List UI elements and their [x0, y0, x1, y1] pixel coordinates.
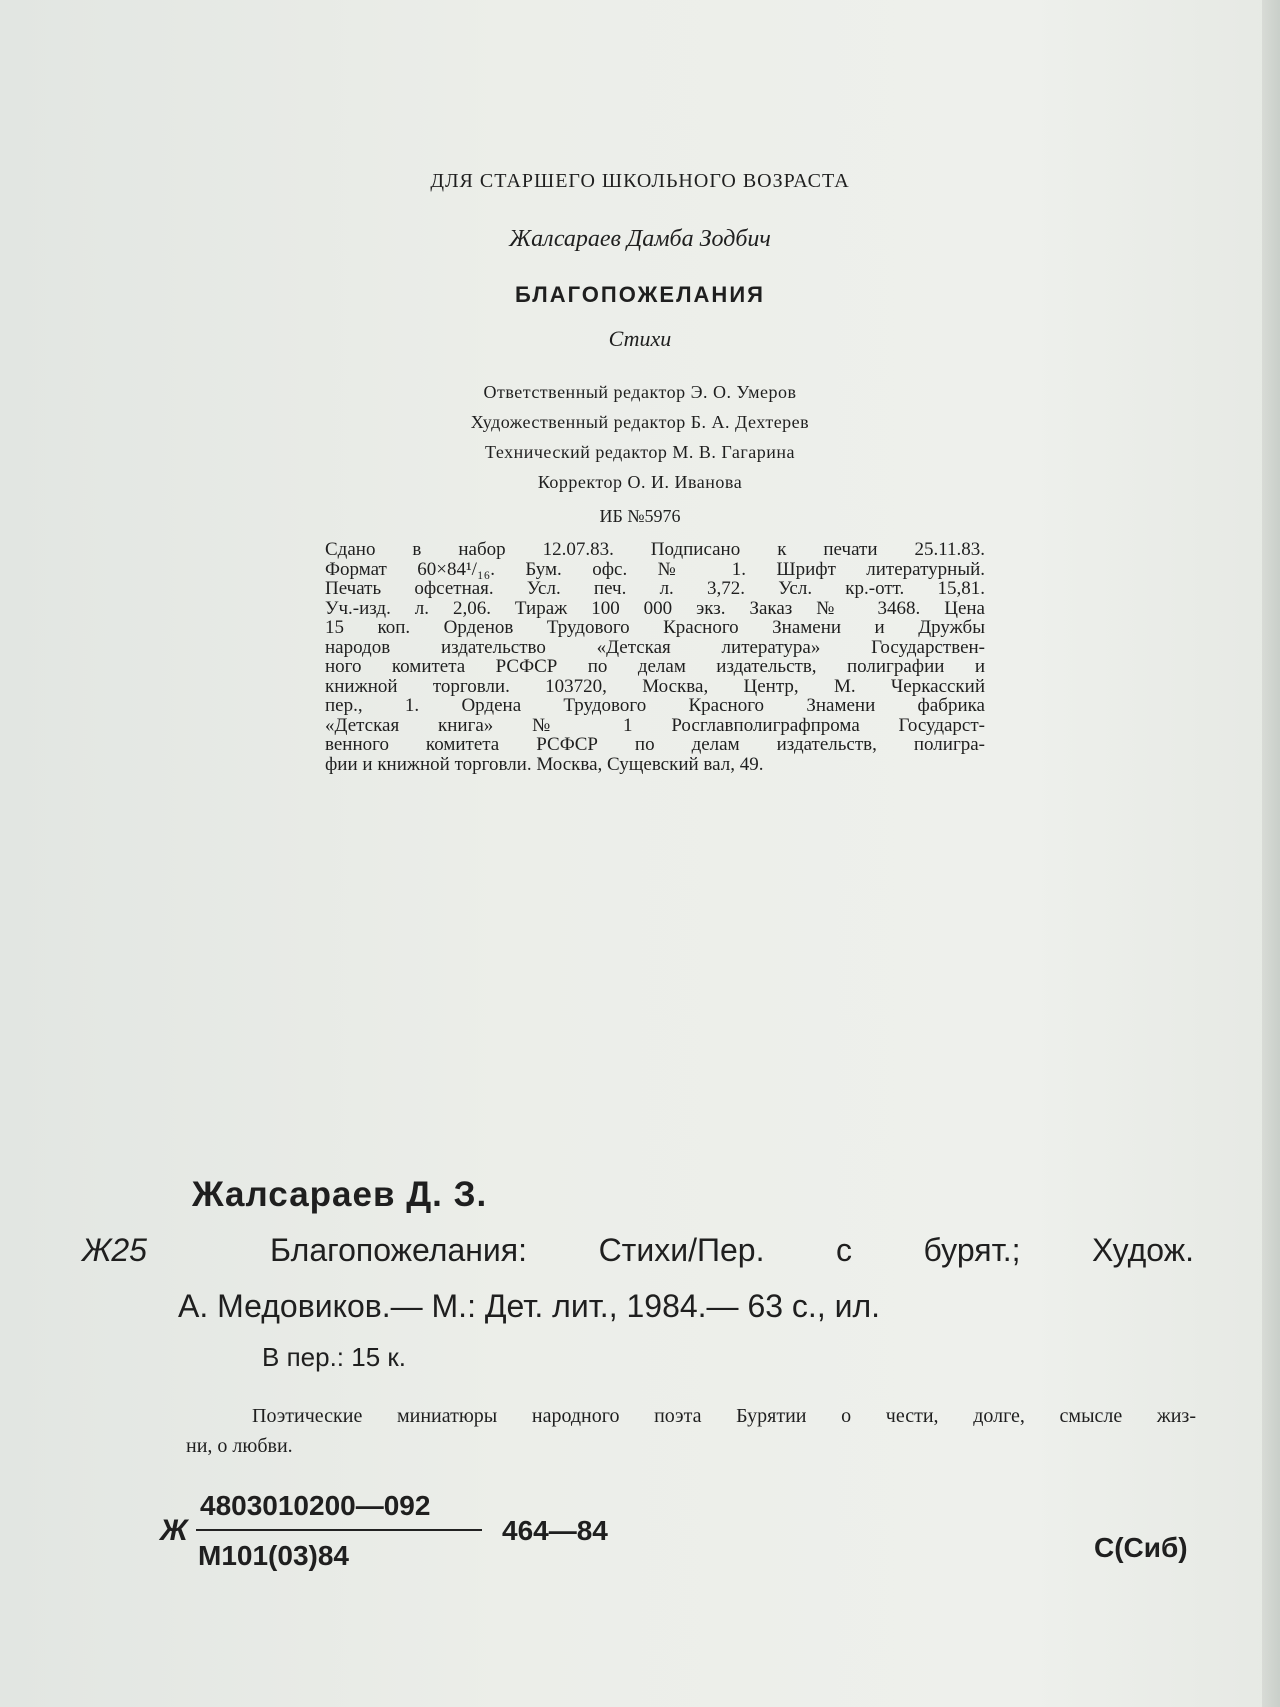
credit-line: Художественный редактор Б. А. Дехтерев	[470, 412, 810, 432]
index-region: С(Сиб)	[1094, 1532, 1188, 1563]
catalog-author: Жалсараев Д. З.	[192, 1175, 488, 1214]
classification-code: Ж25	[82, 1232, 147, 1268]
index-number: 464—84	[502, 1515, 608, 1546]
imprint-line: фии и книжной торговли. Москва, Сущевский вал, 49.	[325, 753, 764, 775]
credit-line: Корректор О. И. Иванова	[537, 472, 743, 492]
imprint-line: книжной торговли. 103720, Москва, Центр, М. Черкасский	[325, 675, 985, 697]
credit-line: Технический редактор М. В. Гагарина	[485, 442, 795, 462]
annotation-line: Поэтические миниатюры народного поэта Бурятии о чести, долге, смысле жиз-	[252, 1405, 1196, 1427]
book-genre: Стихи	[608, 326, 672, 351]
imprint-line: Печать офсетная. Усл. печ. л. 3,72. Усл. кр.-отт. 15,81.	[325, 578, 985, 599]
bibliographic-line: Благопожелания: Стихи/Пер. с бурят.; Худож.	[270, 1232, 1194, 1268]
audience-label: ДЛЯ СТАРШЕГО ШКОЛЬНОГО ВОЗРАСТА	[430, 170, 850, 192]
imprint-line: ного комитета РСФСР по делам издательств, полиграфии и	[325, 656, 985, 677]
imprint-line: 15 коп. Орденов Трудового Красного Знамени и Дружбы	[325, 617, 985, 638]
fraction-bar	[196, 1529, 482, 1531]
book-title: БЛАГОПОЖЕЛАНИЯ	[515, 282, 765, 307]
page-edge	[1262, 0, 1280, 1707]
imprint-line: венного комитета РСФСР по делам издательств, полигра-	[325, 734, 985, 755]
ib-number: ИБ №5976	[599, 506, 681, 526]
index-letter: Ж	[160, 1514, 188, 1547]
bibliographic-line: А. Медовиков.— М.: Дет. лит., 1984.— 63 с., ил.	[178, 1288, 881, 1324]
imprint-line: Сдано в набор 12.07.83. Подписано к печати 25.11.83.	[325, 539, 985, 560]
imprint-line: народов издательство «Детская литература» Государствен-	[325, 636, 985, 658]
imprint-line: Уч.-изд. л. 2,06. Тираж 100 000 экз. Заказ № 3468. Цена	[325, 597, 985, 619]
imprint-block	[325, 540, 985, 774]
index-numerator: 4803010200—092	[200, 1490, 431, 1521]
price-label: В пер.: 15 к.	[262, 1342, 406, 1372]
annotation-line: ни, о любви.	[186, 1435, 293, 1457]
imprint-line: «Детская книга» № 1 Росглавполиграфпрома Государст-	[325, 714, 985, 736]
imprint-line: пер., 1. Ордена Трудового Красного Знамени фабрика	[325, 695, 985, 716]
credit-line: Ответственный редактор Э. О. Умеров	[483, 382, 797, 402]
index-denominator: М101(03)84	[198, 1540, 349, 1571]
imprint-line: Формат 60×84¹/₁₆. Бум. офс. № 1. Шрифт литературный.	[325, 558, 985, 580]
author-full-name: Жалсараев Дамба Зодбич	[509, 226, 771, 252]
